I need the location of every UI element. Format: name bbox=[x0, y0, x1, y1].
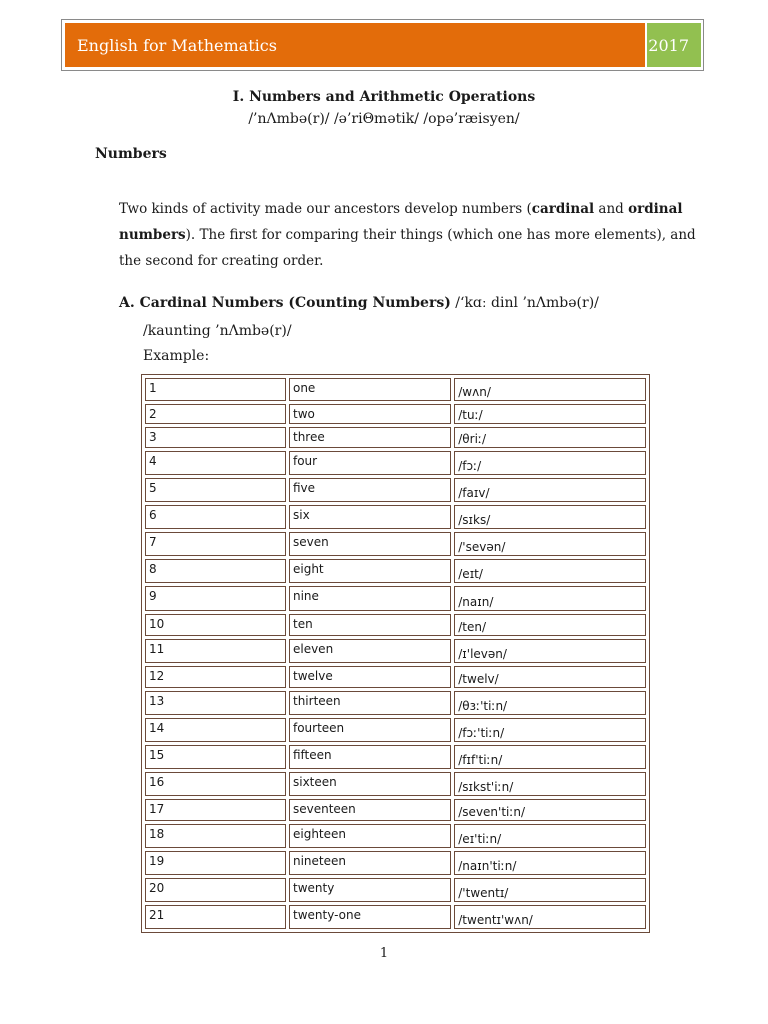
word-cell: ten bbox=[289, 614, 451, 636]
number-cell: 13 bbox=[145, 691, 286, 715]
table-row bbox=[145, 427, 646, 448]
pronunciation-cell: /eɪ'tiːn/ bbox=[454, 824, 646, 848]
pronunciation-cell: /twentɪ'wʌn/ bbox=[454, 905, 646, 929]
pronunciation-cell: /seven'tiːn/ bbox=[454, 799, 646, 821]
document-title: I. Numbers and Arithmetic Operations bbox=[232, 89, 536, 105]
word-cell: six bbox=[289, 505, 451, 529]
table-row bbox=[145, 745, 646, 769]
header-year: 2017 bbox=[648, 36, 689, 55]
section-heading: Numbers bbox=[95, 146, 167, 162]
number-cell: 11 bbox=[145, 639, 286, 663]
number-cell: 9 bbox=[145, 586, 286, 611]
number-cell: 16 bbox=[145, 772, 286, 796]
word-cell: twenty-one bbox=[289, 905, 451, 929]
pronunciation-cell: /fɔː/ bbox=[454, 451, 646, 475]
number-cell: 19 bbox=[145, 851, 286, 875]
pronunciation-cell: /tuː/ bbox=[454, 404, 646, 424]
table-row bbox=[145, 478, 646, 502]
page-number: 1 bbox=[379, 946, 389, 961]
pronunciation-cell: /sɪkst'iːn/ bbox=[454, 772, 646, 796]
pronunciation-cell: /naɪn/ bbox=[454, 586, 646, 611]
header-title: English for Mathematics bbox=[77, 36, 277, 55]
para-text-1: Two kinds of activity made our ancestors develop numbers ( bbox=[119, 201, 532, 217]
para-bold-cardinal: cardinal bbox=[531, 201, 595, 217]
word-cell: sixteen bbox=[289, 772, 451, 796]
pronunciation-cell: /fɪf'tiːn/ bbox=[454, 745, 646, 769]
number-cell: 6 bbox=[145, 505, 286, 529]
word-cell: seven bbox=[289, 532, 451, 556]
intro-paragraph bbox=[119, 196, 709, 274]
pronunciation-cell: /wʌn/ bbox=[454, 378, 646, 401]
pronunciation-cell: /sɪks/ bbox=[454, 505, 646, 529]
number-cell: 15 bbox=[145, 745, 286, 769]
para-bold-ordinal: ordinal numbers bbox=[119, 201, 683, 243]
number-cell: 14 bbox=[145, 718, 286, 742]
word-cell: seventeen bbox=[289, 799, 451, 821]
number-cell: 12 bbox=[145, 666, 286, 688]
number-cell: 2 bbox=[145, 404, 286, 424]
table-row bbox=[145, 404, 646, 424]
word-cell: four bbox=[289, 451, 451, 475]
subsection-a-phonetic-2: /kaunting ’nΛmbə(r)/ bbox=[143, 323, 292, 339]
word-cell: thirteen bbox=[289, 691, 451, 715]
word-cell: twelve bbox=[289, 666, 451, 688]
table-row bbox=[145, 799, 646, 821]
table-row bbox=[145, 614, 646, 636]
table-row bbox=[145, 772, 646, 796]
subsection-a-heading bbox=[119, 295, 599, 311]
number-cell: 5 bbox=[145, 478, 286, 502]
table-row bbox=[145, 905, 646, 929]
table-row bbox=[145, 378, 646, 401]
pronunciation-cell: /ten/ bbox=[454, 614, 646, 636]
cardinal-numbers-table bbox=[141, 374, 650, 933]
table-row bbox=[145, 451, 646, 475]
table-row bbox=[145, 824, 646, 848]
pronunciation-cell: /'twentɪ/ bbox=[454, 878, 646, 902]
word-cell: eight bbox=[289, 559, 451, 583]
number-cell: 7 bbox=[145, 532, 286, 556]
word-cell: nine bbox=[289, 586, 451, 611]
table-body bbox=[145, 378, 646, 929]
table-row bbox=[145, 559, 646, 583]
number-cell: 8 bbox=[145, 559, 286, 583]
header-year-band bbox=[647, 23, 701, 67]
pronunciation-cell: /'sevən/ bbox=[454, 532, 646, 556]
table-row bbox=[145, 718, 646, 742]
word-cell: nineteen bbox=[289, 851, 451, 875]
word-cell: two bbox=[289, 404, 451, 424]
number-cell: 20 bbox=[145, 878, 286, 902]
number-cell: 3 bbox=[145, 427, 286, 448]
subsection-a-phonetic-1: /‘kɑː dinl ’nΛmbə(r)/ bbox=[450, 295, 599, 311]
table-row bbox=[145, 851, 646, 875]
subsection-a-label: A. Cardinal Numbers (Counting Numbers) bbox=[119, 295, 451, 311]
word-cell: fourteen bbox=[289, 718, 451, 742]
word-cell: one bbox=[289, 378, 451, 401]
pronunciation-cell: /eɪt/ bbox=[454, 559, 646, 583]
number-cell: 10 bbox=[145, 614, 286, 636]
word-cell: eighteen bbox=[289, 824, 451, 848]
table-row bbox=[145, 532, 646, 556]
number-cell: 21 bbox=[145, 905, 286, 929]
word-cell: eleven bbox=[289, 639, 451, 663]
number-cell: 18 bbox=[145, 824, 286, 848]
pronunciation-cell: /θriː/ bbox=[454, 427, 646, 448]
header-title-band bbox=[65, 23, 645, 67]
word-cell: three bbox=[289, 427, 451, 448]
pronunciation-cell: /θɜː'tiːn/ bbox=[454, 691, 646, 715]
number-cell: 4 bbox=[145, 451, 286, 475]
page-header bbox=[61, 19, 704, 71]
table-row bbox=[145, 639, 646, 663]
table-row bbox=[145, 691, 646, 715]
pronunciation-cell: /twelv/ bbox=[454, 666, 646, 688]
example-label: Example: bbox=[143, 348, 210, 364]
number-cell: 1 bbox=[145, 378, 286, 401]
para-text-3: ). The first for comparing their things (which one has more elements), and the second for creating order. bbox=[119, 227, 696, 269]
pronunciation-cell: /fɔː'tiːn/ bbox=[454, 718, 646, 742]
pronunciation-cell: /naɪn'tiːn/ bbox=[454, 851, 646, 875]
para-text-2: and bbox=[594, 201, 629, 217]
table-row bbox=[145, 666, 646, 688]
word-cell: fifteen bbox=[289, 745, 451, 769]
number-cell: 17 bbox=[145, 799, 286, 821]
word-cell: twenty bbox=[289, 878, 451, 902]
table-row bbox=[145, 878, 646, 902]
table-row bbox=[145, 505, 646, 529]
title-phonetics: /’nΛmbə(r)/ /ə’riΘmətik/ /opə’ræisyen/ bbox=[248, 111, 520, 127]
table-row bbox=[145, 586, 646, 611]
word-cell: five bbox=[289, 478, 451, 502]
pronunciation-cell: /ɪ'levən/ bbox=[454, 639, 646, 663]
pronunciation-cell: /faɪv/ bbox=[454, 478, 646, 502]
